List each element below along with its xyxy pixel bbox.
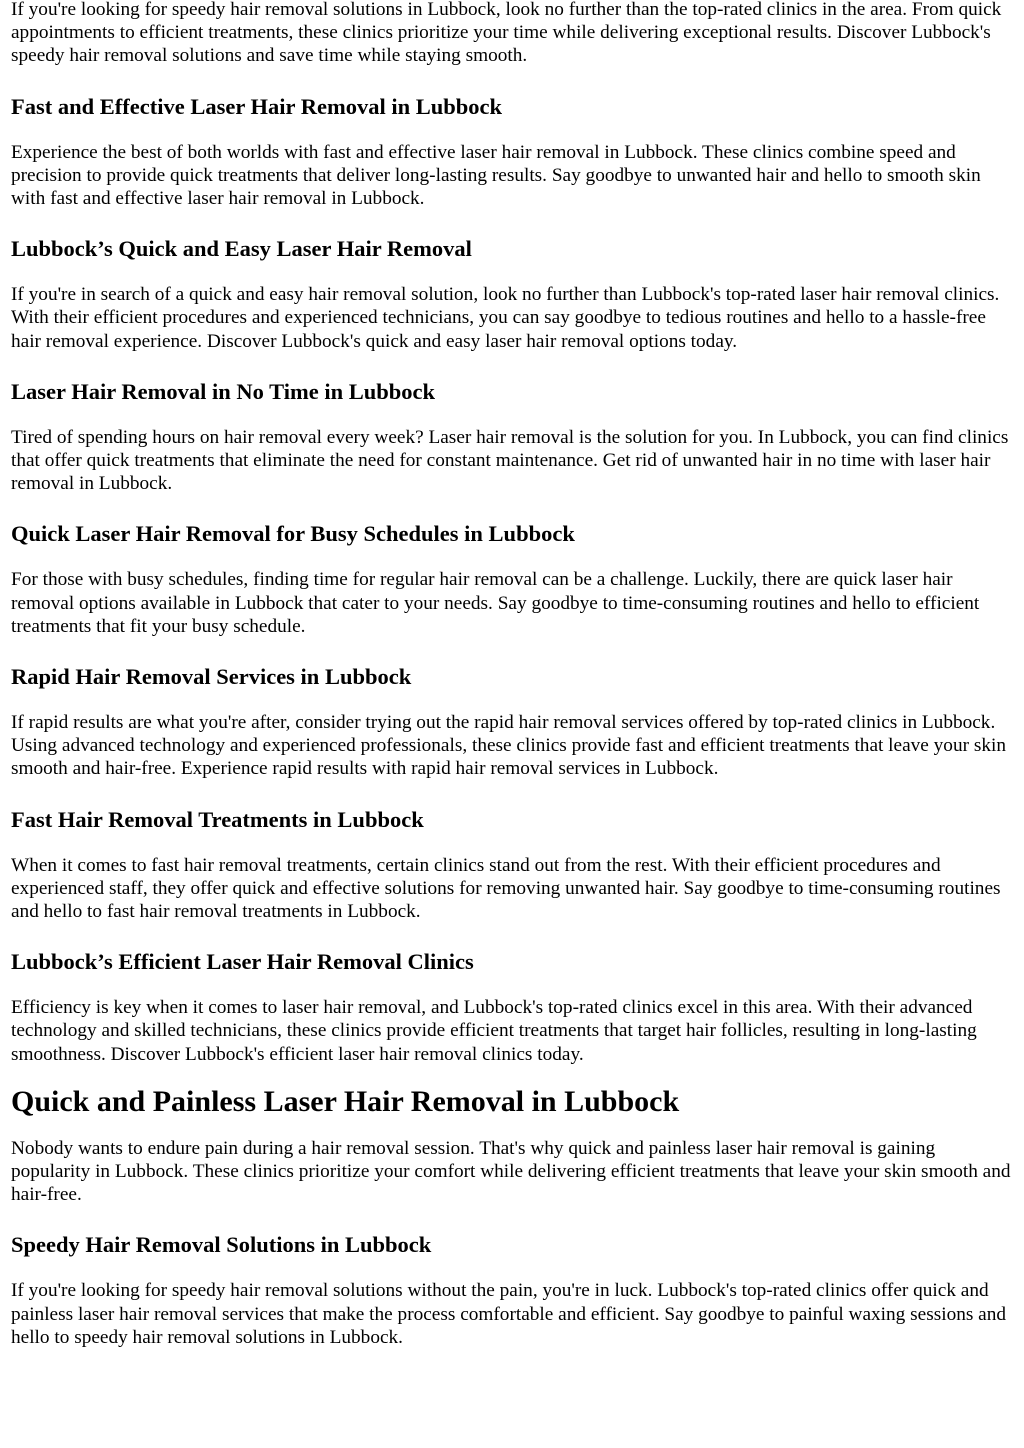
section-paragraph-fast-effective: Experience the best of both worlds with fast and effective laser hair removal in Lubbock. These clinics combine speed and precision to provide quick treatments that deliver long-lasting results. Say goodbye to unwanted hair and hello to smooth skin with fast and effective laser hair removal in Lubbock. bbox=[11, 141, 981, 210]
section-heading-quick-easy: Lubbock’s Quick and Easy Laser Hair Removal bbox=[11, 236, 472, 262]
section-paragraph-rapid-services: If rapid results are what you're after, consider trying out the rapid hair removal services offered by top-rated clinics in Lubbock. Using advanced technology and experienced professionals, these clinics provide fast and efficient treatments that leave your skin smooth and hair-free. Experience rapid results with rapid hair removal services in Lubbock. bbox=[11, 712, 1006, 780]
main-paragraph: Nobody wants to endure pain during a hair removal session. That's why quick and painless laser hair removal is gaining popularity in Lubbock. These clinics prioritize your comfort while delivering efficient treatments that leave your skin smooth and hair-free. bbox=[11, 1137, 1011, 1206]
section-heading-efficient-clinics: Lubbock’s Efficient Laser Hair Removal Clinics bbox=[11, 949, 474, 975]
section-paragraph-quick-easy: If you're in search of a quick and easy hair removal solution, look no further than Lubbock's top-rated laser hair removal clinics. With their efficient procedures and experienced technicians, you can say goodbye to tedious routines and hello to a hassle-free hair removal experience. Discover Lubbock's quick and easy laser hair removal options today. bbox=[11, 284, 1000, 352]
section-heading-busy-schedules: Quick Laser Hair Removal for Busy Schedules in Lubbock bbox=[11, 521, 575, 547]
section-heading-rapid-services: Rapid Hair Removal Services in Lubbock bbox=[11, 664, 412, 690]
section-paragraph-efficient-clinics: Efficiency is key when it comes to laser hair removal, and Lubbock's top-rated clinics excel in this area. With their advanced technology and skilled technicians, these clinics provide efficient treatments that target hair follicles, resulting in long-lasting smoothness. Discover Lubbock's efficient laser hair removal clinics today. bbox=[11, 997, 977, 1065]
section-paragraph-fast-treatments: When it comes to fast hair removal treatments, certain clinics stand out from the rest. With their efficient procedures and experienced staff, they offer quick and effective solutions for removing unwanted hair. Say goodbye to time-consuming routines and hello to fast hair removal treatments in Lubbock. bbox=[11, 854, 1001, 923]
section-paragraph-busy-schedules: For those with busy schedules, finding time for regular hair removal can be a challenge. Luckily, there are quick laser hair removal options available in Lubbock that cater to your needs. Say goodbye to time-consuming routines and hello to efficient treatments that fit your busy schedule. bbox=[11, 569, 980, 637]
section-heading-no-time: Laser Hair Removal in No Time in Lubbock bbox=[11, 378, 436, 404]
section-paragraph-speedy-solutions: If you're looking for speedy hair removal solutions without the pain, you're in luck. Lubbock's top-rated clinics offer quick and painless laser hair removal services that make the process comfortable and efficient. Say goodbye to painful waxing sessions and hello to speedy hair removal solutions in Lubbock. bbox=[11, 1280, 1007, 1348]
section-heading-fast-treatments: Fast Hair Removal Treatments in Lubbock bbox=[11, 806, 424, 832]
section-heading-fast-effective: Fast and Effective Laser Hair Removal in Lubbock bbox=[11, 93, 503, 119]
main-heading: Quick and Painless Laser Hair Removal in Lubbock bbox=[11, 1084, 680, 1118]
intro-paragraph: If you're looking for speedy hair removal solutions in Lubbock, look no further than the top-rated clinics in the area. From quick appointments to efficient treatments, these clinics prioritize your time while delivering exceptional results. Discover Lubbock's speedy hair removal solutions and save time while staying smooth. bbox=[11, 0, 1002, 67]
section-heading-speedy-solutions: Speedy Hair Removal Solutions in Lubbock bbox=[11, 1232, 432, 1258]
section-paragraph-no-time: Tired of spending hours on hair removal every week? Laser hair removal is the solution for you. In Lubbock, you can find clinics that offer quick treatments that eliminate the need for constant maintenance. Get rid of unwanted hair in no time with laser hair removal in Lubbock. bbox=[11, 426, 1009, 495]
